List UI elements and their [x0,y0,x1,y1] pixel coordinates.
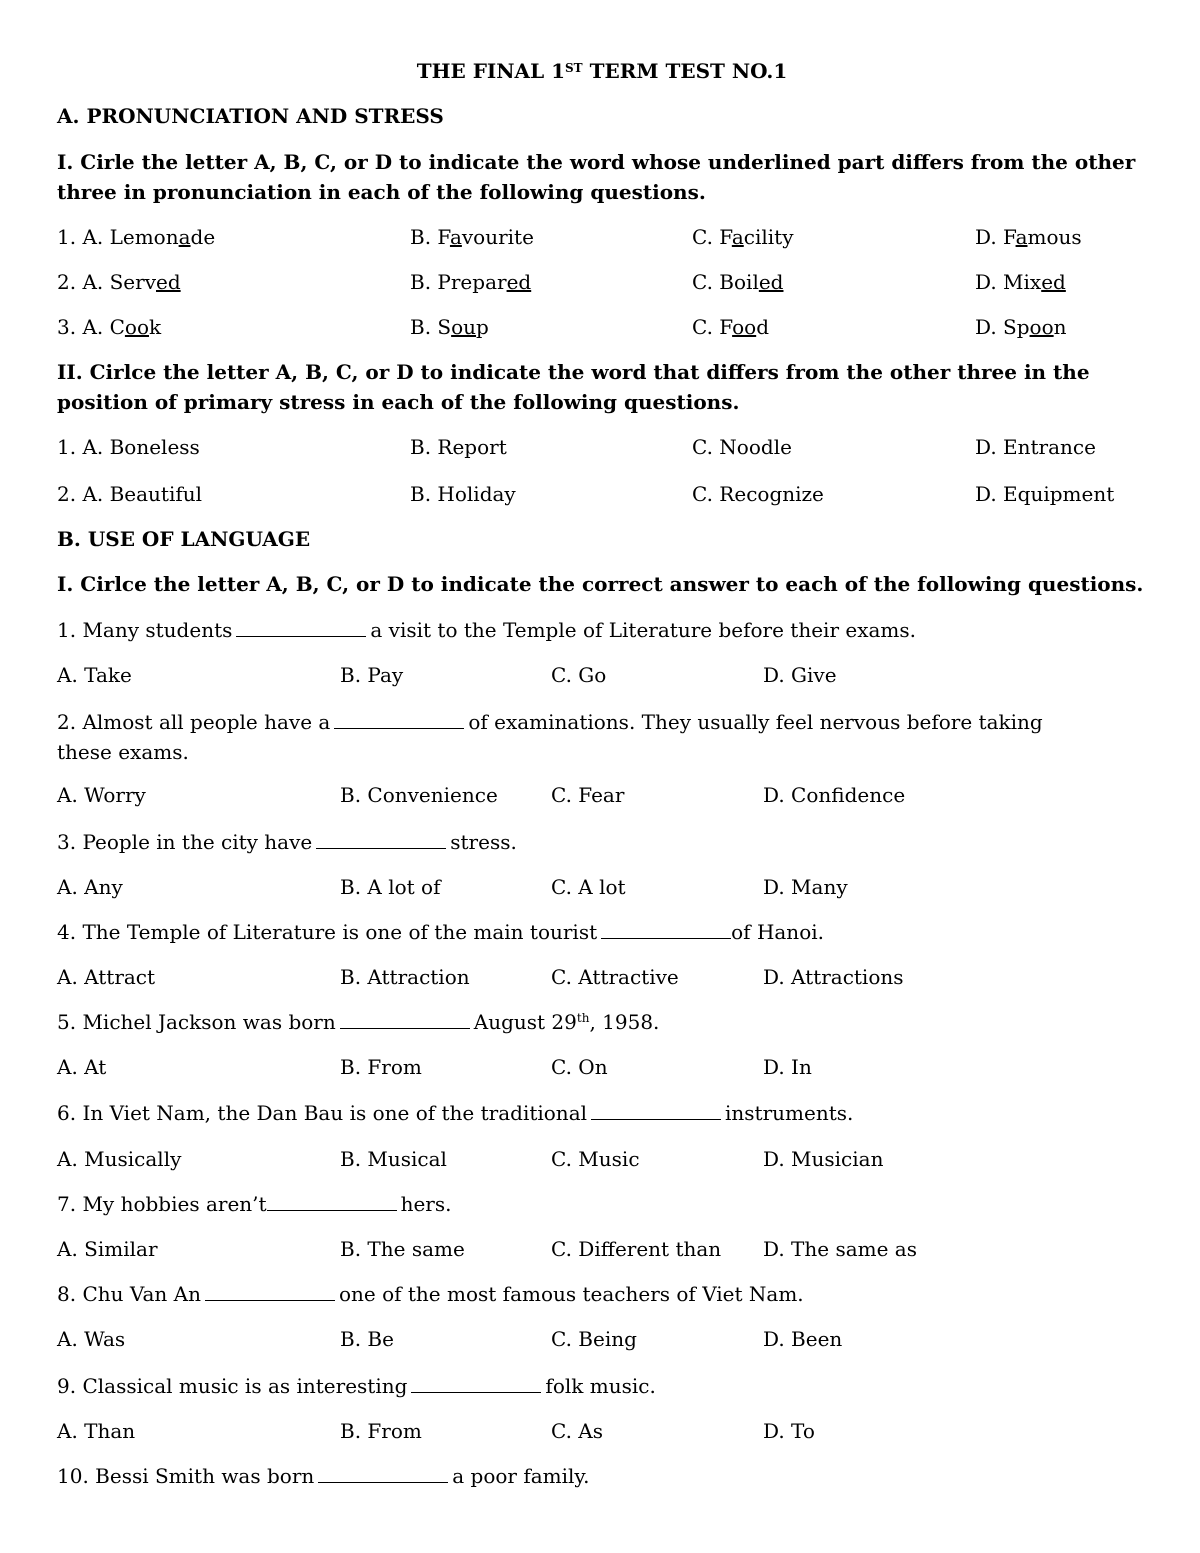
option-text: C. Boil [692,270,759,294]
option[interactable]: A. Musically [57,1147,182,1171]
question-text: 9. Classical music is as interesting [57,1374,408,1398]
option[interactable]: D. Many [763,875,848,899]
question-text: 1. Many students [57,618,233,642]
option[interactable]: B. From [340,1055,422,1079]
option[interactable]: D. To [763,1419,815,1443]
option-text: 1. A. Lemon [57,225,179,249]
option[interactable]: 2. A. Beautiful [57,482,203,506]
answer-blank[interactable] [334,710,464,729]
question-text: 4. The Temple of Literature is one of the main tourist [57,920,598,944]
option[interactable]: B. Convenience [340,783,498,807]
option[interactable]: A. Any [57,875,123,899]
question-text: 2. Almost all people have a [57,710,331,734]
option[interactable]: C. Noodle [692,435,792,459]
option-text: D. Sp [975,315,1030,339]
option[interactable]: B. Holiday [410,482,516,506]
option[interactable]: D. The same as [763,1237,917,1261]
option[interactable]: C. Go [551,663,607,687]
option-text: D. F [975,225,1016,249]
question-text: 6. In Viet Nam, the Dan Bau is one of the traditional [57,1101,588,1125]
option[interactable]: C. Music [551,1147,640,1171]
option[interactable]: C. Being [551,1327,637,1351]
question-8 [57,1281,804,1307]
underlined-part: oo [1029,315,1054,339]
option-text: 3. A. C [57,315,125,339]
option-text: p [476,315,489,339]
option-text: B. Prepar [410,270,507,294]
option[interactable]: A. Worry [57,783,146,807]
section-a-part2-instruction: II. Cirlce the letter A, B, C, or D to indicate the word that differs from the other three in the position of primary stress in each of the following questions. [57,360,1090,414]
option-text: B. F [410,225,450,249]
option[interactable]: A. Attract [57,965,156,989]
option[interactable] [975,269,1066,295]
question-text: folk music. [545,1374,656,1398]
option[interactable]: D. Musician [763,1147,884,1171]
option[interactable]: D. Equipment [975,482,1115,506]
option[interactable]: C. Fear [551,783,625,807]
option[interactable]: C. Attractive [551,965,679,989]
option[interactable]: D. Been [763,1327,843,1351]
question-text: , 1958. [589,1010,660,1034]
underlined-part: ou [451,315,477,339]
option[interactable]: B. Be [340,1327,394,1351]
option-text: 2. A. Serv [57,270,156,294]
question-10 [57,1463,589,1489]
page-title [57,58,1147,84]
answer-blank[interactable] [267,1192,397,1211]
underlined-part: ed [1041,270,1066,294]
option-text: de [190,225,216,249]
question-1 [57,617,916,643]
option-text: k [149,315,162,339]
option[interactable] [57,224,215,250]
option[interactable]: B. The same [340,1237,465,1261]
title-text: THE FINAL 1 [416,59,566,83]
question-text: 8. Chu Van An [57,1282,201,1306]
option-text: B. S [410,315,452,339]
answer-blank[interactable] [205,1282,335,1301]
section-a-part1-instruction: I. Cirle the letter A, B, C, or D to indicate the word whose underlined part differs from the other three in pronunciation in each of the following questions. [57,150,1136,204]
question-text: stress. [450,830,517,854]
answer-blank[interactable] [340,1010,470,1029]
question-6 [57,1100,853,1126]
section-a-heading: A. PRONUNCIATION AND STRESS [57,104,444,128]
underlined-part: ed [506,270,532,294]
question-text: a poor family. [452,1464,590,1488]
option[interactable]: B. Musical [340,1147,447,1171]
answer-blank[interactable] [591,1101,721,1120]
option[interactable]: B. From [340,1419,422,1443]
question-text: 5. Michel Jackson was born [57,1010,336,1034]
question-text: of Hanoi. [731,920,824,944]
option[interactable] [692,314,769,340]
option[interactable] [975,314,1067,340]
title-text-suffix: TERM TEST NO.1 [582,59,788,83]
title-superscript: ST [565,61,583,75]
underlined-part: a [449,225,462,249]
question-4 [57,919,824,945]
answer-blank[interactable] [601,920,731,939]
option[interactable]: A. At [57,1055,107,1079]
option-text: C. F [692,315,733,339]
option[interactable] [692,224,794,250]
option[interactable] [57,314,161,340]
option-text: cility [743,225,794,249]
option[interactable]: A. Similar [57,1237,158,1261]
question-text: 10. Bessi Smith was born [57,1464,315,1488]
underlined-part: a [1015,225,1028,249]
underlined-part: oo [732,315,757,339]
question-text: instruments. [725,1101,854,1125]
option[interactable] [692,269,783,295]
option-text: n [1053,315,1067,339]
option[interactable] [975,224,1082,250]
option[interactable]: C. Different than [551,1237,722,1261]
question-3 [57,829,517,855]
option[interactable]: C. Recognize [692,482,824,506]
option[interactable] [410,269,531,295]
option[interactable] [410,314,489,340]
option-text: vourite [461,225,534,249]
option[interactable]: B. A lot of [340,875,441,899]
option-text: d [756,315,769,339]
option-text: D. Mix [975,270,1042,294]
answer-blank[interactable] [236,618,366,637]
question-7 [57,1191,451,1217]
option[interactable]: A. Was [57,1327,126,1351]
option[interactable]: A. Take [57,663,132,687]
question-text: of examinations. They usually feel nervous before taking these exams. [57,710,1043,764]
underlined-part: ed [156,270,181,294]
option[interactable]: D. In [763,1055,812,1079]
option[interactable]: B. Pay [340,663,404,687]
option[interactable]: C. A lot [551,875,626,899]
question-2 [57,707,1097,767]
section-b-heading: B. USE OF LANGUAGE [57,527,311,551]
answer-blank[interactable] [411,1374,541,1393]
question-text: hers. [400,1192,452,1216]
question-text: August 29 [473,1010,577,1034]
question-9 [57,1373,656,1399]
option[interactable]: 1. A. Boneless [57,435,200,459]
option[interactable]: D. Entrance [975,435,1096,459]
underlined-part: a [731,225,744,249]
underlined-part: a [178,225,191,249]
option-text: C. F [692,225,732,249]
underlined-part: oo [124,315,149,339]
answer-blank[interactable] [318,1464,448,1483]
option[interactable]: D. Confidence [763,783,906,807]
ordinal-superscript: th [576,1011,590,1025]
question-text: 3. People in the city have [57,830,313,854]
answer-blank[interactable] [316,830,446,849]
question-5 [57,1009,659,1035]
option[interactable]: A. Than [57,1419,136,1443]
option[interactable] [57,269,181,295]
option[interactable]: D. Give [763,663,837,687]
option[interactable]: B. Attraction [340,965,470,989]
option[interactable]: B. Report [410,435,507,459]
underlined-part: ed [758,270,784,294]
question-text: 7. My hobbies aren’t [57,1192,267,1216]
option[interactable]: C. On [551,1055,608,1079]
question-text: a visit to the Temple of Literature before their exams. [370,618,916,642]
question-text: one of the most famous teachers of Viet Nam. [338,1282,804,1306]
option[interactable]: D. Attractions [763,965,904,989]
option-text: mous [1027,225,1082,249]
option[interactable] [410,224,534,250]
section-b-part1-instruction: I. Cirlce the letter A, B, C, or D to indicate the correct answer to each of the following questions. [57,572,1144,596]
option[interactable]: C. As [551,1419,604,1443]
